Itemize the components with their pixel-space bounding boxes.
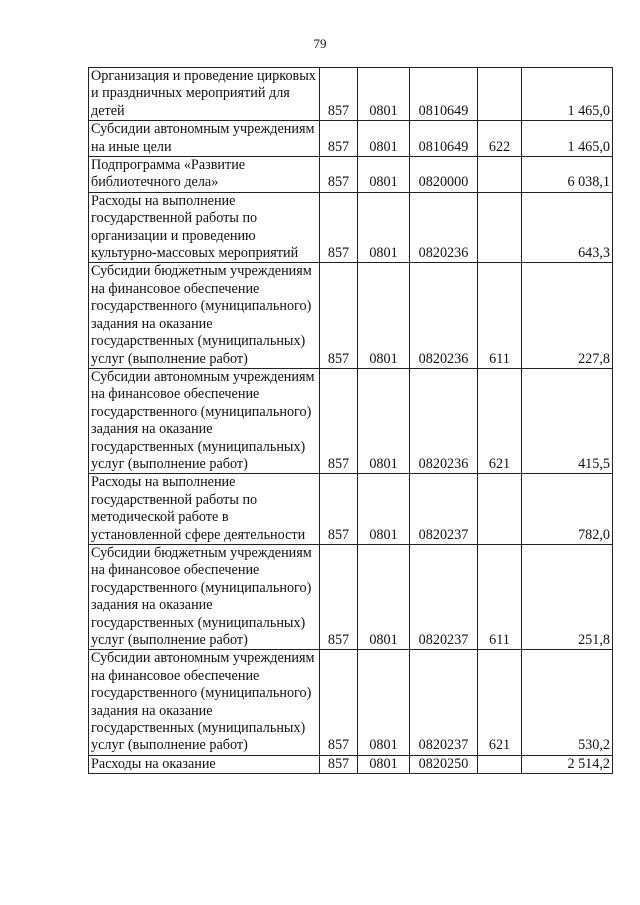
row-ved: 857: [320, 263, 358, 368]
table-row: [89, 157, 613, 193]
table-row: [89, 368, 613, 473]
row-vr: 611: [478, 263, 522, 368]
row-name: Субсидии бюджетным учреждениям на финансовое обеспечение государственного (муниципального) задания на оказание государственных (муниципальных) услуг (выполнение работ): [89, 544, 320, 649]
row-rz: 0801: [358, 263, 410, 368]
row-rz: 0801: [358, 474, 410, 545]
row-sum: 251,8: [522, 544, 613, 649]
row-ved: 857: [320, 368, 358, 473]
row-name: Расходы на выполнение государственной работы по методической работе в установленной сфере деятельности: [89, 474, 320, 545]
row-name: Субсидии автономным учреждениям на иные цели: [89, 121, 320, 157]
row-name: Расходы на оказание: [89, 755, 320, 773]
row-csr: 0820237: [410, 474, 478, 545]
row-name: Субсидии автономным учреждениям на финансовое обеспечение государственного (муниципального) задания на оказание государственных (муниципальных) услуг (выполнение работ): [89, 650, 320, 755]
row-ved: 857: [320, 474, 358, 545]
row-sum: 227,8: [522, 263, 613, 368]
table-row: [89, 263, 613, 368]
row-sum: 530,2: [522, 650, 613, 755]
row-ved: 857: [320, 755, 358, 773]
row-vr: 621: [478, 368, 522, 473]
row-csr: 0820236: [410, 192, 478, 263]
row-csr: 0820250: [410, 755, 478, 773]
row-rz: 0801: [358, 68, 410, 121]
row-rz: 0801: [358, 544, 410, 649]
row-ved: 857: [320, 650, 358, 755]
row-csr: 0820000: [410, 157, 478, 193]
row-sum: 1 465,0: [522, 121, 613, 157]
row-sum: 415,5: [522, 368, 613, 473]
row-csr: 0820237: [410, 544, 478, 649]
table-row: [89, 192, 613, 263]
row-vr: [478, 755, 522, 773]
row-rz: 0801: [358, 755, 410, 773]
row-ved: 857: [320, 121, 358, 157]
row-vr: 622: [478, 121, 522, 157]
table-row: [89, 68, 613, 121]
row-name: Подпрограмма «Развитие библиотечного дела»: [89, 157, 320, 193]
row-rz: 0801: [358, 121, 410, 157]
row-vr: [478, 68, 522, 121]
row-rz: 0801: [358, 650, 410, 755]
row-vr: [478, 474, 522, 545]
table-row: [89, 544, 613, 649]
page-number: 79: [313, 36, 327, 51]
row-sum: 1 465,0: [522, 68, 613, 121]
row-ved: 857: [320, 157, 358, 193]
row-csr: 0810649: [410, 121, 478, 157]
table-row: [89, 755, 613, 773]
table-row: [89, 650, 613, 755]
row-csr: 0820236: [410, 368, 478, 473]
row-csr: 0820236: [410, 263, 478, 368]
row-csr: 0820237: [410, 650, 478, 755]
row-name: Организация и проведение цирковых и праздничных мероприятий для детей: [89, 68, 320, 121]
table-row: [89, 474, 613, 545]
row-sum: 643,3: [522, 192, 613, 263]
row-rz: 0801: [358, 192, 410, 263]
row-sum: 6 038,1: [522, 157, 613, 193]
row-vr: [478, 192, 522, 263]
row-name: Расходы на выполнение государственной работы по организации и проведению культурно-массовых мероприятий: [89, 192, 320, 263]
row-vr: 621: [478, 650, 522, 755]
row-ved: 857: [320, 544, 358, 649]
row-rz: 0801: [358, 157, 410, 193]
row-name: Субсидии автономным учреждениям на финансовое обеспечение государственного (муниципального) задания на оказание государственных (муниципальных) услуг (выполнение работ): [89, 368, 320, 473]
budget-table: [88, 67, 613, 774]
table-row: [89, 121, 613, 157]
row-sum: 782,0: [522, 474, 613, 545]
row-name: Субсидии бюджетным учреждениям на финансовое обеспечение государственного (муниципального) задания на оказание государственных (муниципальных) услуг (выполнение работ): [89, 263, 320, 368]
row-ved: 857: [320, 68, 358, 121]
row-rz: 0801: [358, 368, 410, 473]
row-sum: 2 514,2: [522, 755, 613, 773]
row-ved: 857: [320, 192, 358, 263]
row-vr: [478, 157, 522, 193]
row-vr: 611: [478, 544, 522, 649]
row-csr: 0810649: [410, 68, 478, 121]
